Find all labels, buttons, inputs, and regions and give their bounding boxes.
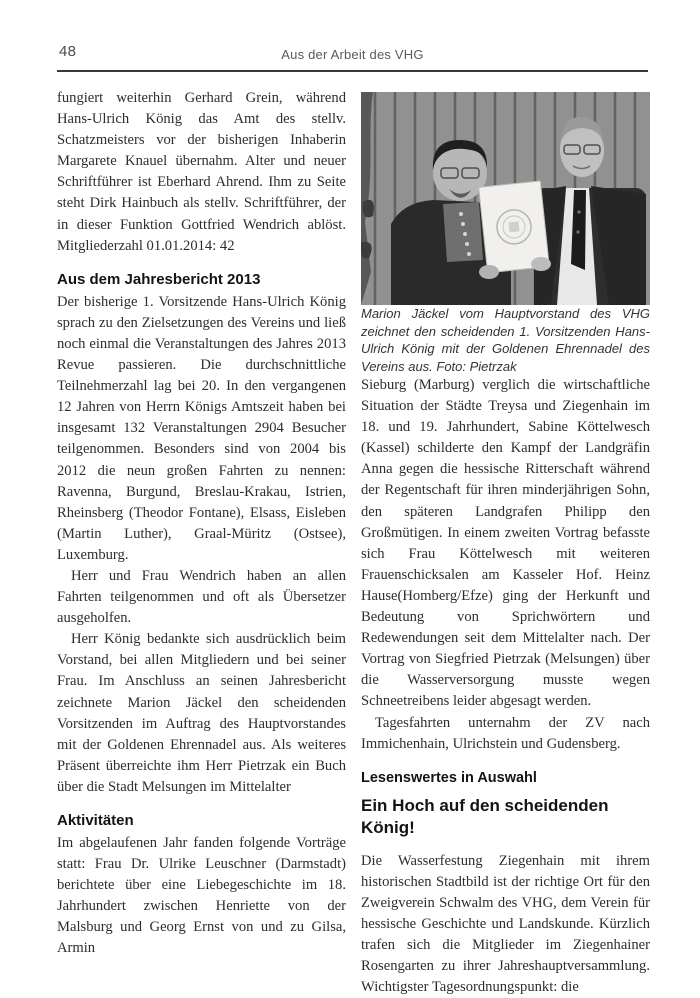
paragraph-wendrich: Herr und Frau Wendrich haben an allen Fahrten teilgenommen und oft als Übersetzer ausgeholfen. (57, 567, 346, 627)
paragraph-vorstand: fungiert weiterhin Gerhard Grein, während Hans-Ulrich König das Amt des stellv. Schatzmeisters vor der bisherigen Inhaberin Margarete Knauel übernahm. Alter und neuer Schriftführer ist Eberhard Ahrend. Ihm zu Seite steht Dirk Hainbuch als stellv. Schriftführer, der in dieser Funktion Gottfried Wendrich ablöst. Mitgliederzahl 01.01.2014: 42 (57, 90, 346, 254)
photo-award-ceremony-graphic (361, 92, 650, 305)
paragraph-ziegenhain: Die Wasserfestung Ziegenhain mit ihrem historischen Stadtbild ist der richtige Ort für den Zweigverein Schwalm des VHG, dem Verein für hessische Geschichte und Landskunde. Kürzlich trafen sich die Mitglieder im Ziegenhainer Rosengarten zu ihrer Jahreshauptversammlung. Wichtigster Tagesordnungspunkt: die (361, 852, 650, 996)
section-heading-jahresbericht: Aus dem Jahresbericht 2013 (57, 270, 261, 288)
article-heading-ein-hoch: Ein Hoch auf den scheidenden König! (361, 795, 609, 837)
photo-award-ceremony (361, 92, 650, 305)
paragraph-jahresbericht: Der bisherige 1. Vorsitzende Hans-Ulrich König sprach zu den Zielsetzungen des Vereins und ließ noch einmal die Veranstaltungen des Jahres 2013 Revue passieren. Die durchschnittliche Teilnehmerzahl lag bei 20. In den vergangenen 12 Jahren von Herrn Königs Amtszeit haben bei insgesamt 132 Veranstaltungen 2904 Besucher teilgenommen. Besonders sind von 2004 bis 2012 die neun großen Fahrten zu nennen: Ravenna, Burgund, Breslau-Krakau, Istrien, Rheinsberg (Theodor Fontane), Elsass, Eisleben (Martin Luther), Graal-Müritz (Ostsee), Luxemburg. (57, 293, 346, 563)
paragraph-vortraege: Sieburg (Marburg) verglich die wirtschaftliche Situation der Städte Treysa und Ziegenhain im 18. und 19. Jahrhundert, Sabine Köttelwesch (Kassel) schilderte den Kampf der Landgräfin Anna gegen die hessische Ritterschaft während der Regentschaft für ihren minderjährigen Sohn, den späteren Landgrafen Philipp den Großmütigen. In einem zweiten Vortrag befasste sich Frau Köttelwesch mit weiteren Frauenschicksalen am Kasseler Hof. Heinz Hause(Homberg/Efze) ging der Herkunft und Bedeutung von Sprichwörtern und Redewendungen seit dem Mittelalter nach. Der Vortrag von Siegfried Pietrzak (Melsungen) über die Wasserversorgung musste wegen Schneetreibens leider abgesagt werden. (361, 377, 650, 710)
section-heading-lesenswertes: Lesenswertes in Auswahl (361, 769, 537, 786)
running-title: Aus der Arbeit des VHG (281, 47, 424, 62)
paragraph-aktivitaeten: Im abgelaufenen Jahr fanden folgende Vorträge statt: Frau Dr. Ulrike Leuschner (Darmstadt) berichtete über eine Liebegeschichte im 18. Jahrhundert zwischen Henriette von der Malsburg und Georg Ernst von und zu Gilsa, Armin (57, 835, 346, 957)
paragraph-koenig-dank: Herr König bedankte sich ausdrücklich beim Vorstand, bei allen Mitgliedern und bei seiner Frau. Im Anschluss an seinen Jahresbericht zeichnete Marion Jäckel den scheidenden Vorsitzenden im Auftrag des Hauptvorstandes mit der Goldenen Ehrennadel aus. Als weiteres Präsent überreichte ihm Herr Pietrzak ein Buch über die Stadt Melsungen im Mittelalter (57, 631, 346, 795)
photo-caption: Marion Jäckel vom Hauptvorstand des VHG zeichnet den scheidenden 1. Vorsitzenden Hans-Ulrich König mit der Goldenen Ehrennadel des Vereins aus. Foto: Pietrzak (361, 306, 650, 374)
page-header (57, 40, 648, 72)
right-column (361, 88, 650, 998)
paragraph-tagesfahrten: Tagesfahrten unternahm der ZV nach Immichenhain, Ulrichstein und Gudensberg. (361, 714, 650, 752)
page-number: 48 (59, 43, 77, 60)
section-heading-aktivitaeten: Aktivitäten (57, 812, 134, 829)
page-content (57, 88, 650, 998)
left-column (57, 88, 346, 998)
